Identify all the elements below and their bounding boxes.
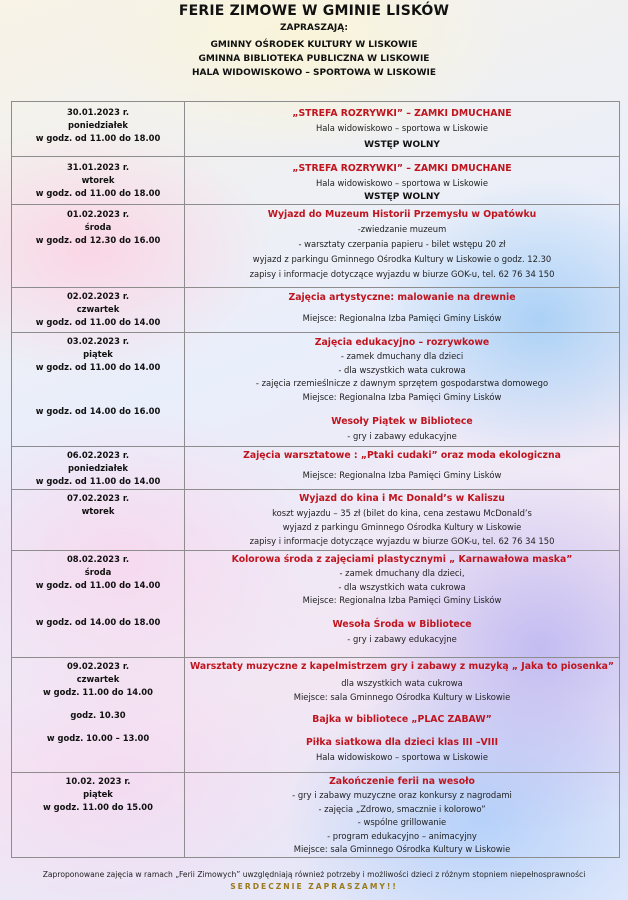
row-date: 08.02.2023 r.: [66, 554, 129, 564]
event-line: - gry i zabawy edukacyjne: [347, 431, 457, 441]
date-cell: [12, 288, 185, 333]
event-line: - dla wszystkich wata cukrowa: [338, 581, 466, 592]
info-cell: [185, 157, 620, 205]
date-cell: [12, 447, 185, 490]
schedule-table: [11, 101, 620, 858]
poster-footer: [0, 870, 628, 891]
schedule-row: [12, 551, 620, 658]
schedule-row: [12, 773, 620, 858]
event-title-second: Wesoła Środa w Bibliotece: [332, 618, 472, 630]
organizer-gok: GMINNY OŚRODEK KULTURY W LISKOWIE: [210, 40, 418, 50]
event-title: „STREFA ROZRYWKI” – ZAMKI DMUCHANE: [292, 108, 512, 119]
event-line: Hala widowiskowo – sportowa w Liskowie: [315, 752, 489, 762]
info-cell: [185, 288, 620, 333]
event-title: Zajęcia edukacyjno – rozrywkowe: [314, 337, 490, 348]
info-cell: [185, 551, 620, 658]
event-line: Miejsce: Regionalna Izba Pamięci Gminy Lisków: [302, 391, 502, 402]
info-cell: [185, 773, 620, 858]
date-cell: [12, 490, 185, 551]
row-date: 07.02.2023 r.: [66, 493, 129, 503]
row-time: w godz. od 11.00 do 14.00: [35, 580, 161, 590]
event-line: wyjazd z parkingu Gminnego Ośrodka Kultury w Liskowie: [282, 522, 522, 532]
event-place: Miejsce: Regionalna Izba Pamięci Gminy Lisków: [302, 313, 502, 323]
event-place: Miejsce: Regionalna Izba Pamięci Gminy Lisków: [302, 470, 502, 480]
organizer-hall: HALA WIDOWISKOWO – SPORTOWA W LISKOWIE: [192, 68, 436, 78]
event-title-second: Wesoły Piątek w Bibliotece: [331, 416, 473, 427]
row-time-second: w godz. od 14.00 do 16.00: [35, 406, 161, 416]
schedule-row: [12, 102, 620, 157]
info-cell: [185, 333, 620, 447]
date-cell: [12, 157, 185, 205]
row-time-second: w godz. od 14.00 do 18.00: [35, 617, 161, 627]
event-line: zapisy i informacje dotyczące wyjazdu w biurze GOK-u, tel. 62 76 34 150: [249, 536, 555, 546]
info-cell: [185, 658, 620, 773]
event-line: - gry i zabawy muzyczne oraz konkursy z nagrodami: [292, 790, 512, 800]
schedule-row: [12, 157, 620, 205]
event-place: Hala widowiskowo – sportowa w Liskowie: [315, 123, 489, 133]
schedule-row: [12, 205, 620, 288]
row-day: piątek: [83, 789, 113, 799]
event-title-third: Piłka siatkowa dla dzieci klas III –VIII: [305, 737, 499, 748]
date-cell: [12, 658, 185, 773]
event-line: Miejsce: sala Gminnego Ośrodka Kultury w Liskowie: [293, 844, 511, 854]
row-date: 30.01.2023 r.: [66, 107, 129, 117]
accessibility-note: Zaproponowane zajęcia w ramach „Ferii Zimowych” uwzględniają również potrzeby i możliwości dzieci z różnym stopniem niepełnosprawności: [42, 870, 586, 879]
row-date: 31.01.2023 r.: [66, 162, 129, 172]
row-time: w godz. od 11.00 do 14.00: [35, 476, 161, 486]
event-line: - zajęcia „Zdrowo, smacznie i kolorowo”: [318, 803, 486, 814]
row-date: 03.02.2023 r.: [66, 336, 129, 346]
date-cell: [12, 205, 185, 288]
date-cell: [12, 333, 185, 447]
date-cell: [12, 773, 185, 858]
row-time: w godz. od 12.30 do 16.00: [35, 235, 161, 245]
event-line: koszt wyjazdu – 35 zł (bilet do kina, cena zestawu McDonald’s: [272, 508, 532, 518]
event-title: Zajęcia warsztatowe : „Ptaki cudaki” oraz moda ekologiczna: [243, 450, 561, 461]
date-cell: [12, 551, 185, 658]
event-line: - zajęcia rzemieślnicze z dawnym sprzętem gospodarstwa domowego: [255, 378, 549, 388]
event-line: - zamek dmuchany dla dzieci,: [339, 568, 465, 578]
row-day: czwartek: [76, 304, 120, 314]
organizer-library: GMINNA BIBLIOTEKA PUBLICZNA W LISKOWIE: [198, 54, 430, 64]
event-title: Kolorowa środa z zajęciami plastycznymi „ Karnawałowa maska”: [231, 554, 573, 565]
event-note: WSTĘP WOLNY: [364, 192, 440, 202]
row-time: w godz. od 11.00 do 14.00: [35, 317, 161, 327]
event-title: „STREFA ROZRYWKI” – ZAMKI DMUCHANE: [292, 163, 512, 174]
event-place: Hala widowiskowo – sportowa w Liskowie: [315, 178, 489, 188]
event-line: Miejsce: Regionalna Izba Pamięci Gminy Lisków: [302, 595, 502, 605]
row-date: 06.02.2023 r.: [66, 450, 129, 460]
date-cell: [12, 102, 185, 157]
info-cell: [185, 205, 620, 288]
event-line: dla wszystkich wata cukrowa: [341, 678, 463, 688]
row-date: 02.02.2023 r.: [66, 291, 129, 301]
event-note: WSTĘP WOLNY: [364, 140, 440, 150]
row-time: w godz. od 11.00 do 18.00: [35, 133, 161, 143]
row-time-second: godz. 10.30: [70, 710, 126, 720]
event-line: - wspólne grillowanie: [357, 817, 447, 827]
event-title: Wyjazd do Muzeum Historii Przemysłu w Opatówku: [267, 209, 537, 220]
schedule-row: [12, 447, 620, 490]
row-day: czwartek: [76, 674, 120, 684]
row-date: 09.02.2023 r.: [66, 661, 129, 671]
schedule-row: [12, 658, 620, 773]
event-line: zapisy i informacje dotyczące wyjazdu w biurze GOK-u, tel. 62 76 34 150: [249, 269, 555, 279]
schedule-row: [12, 288, 620, 333]
event-title: Wyjazd do kina i Mc Donald’s w Kaliszu: [299, 493, 505, 504]
event-line: - gry i zabawy edukacyjne: [347, 633, 457, 644]
row-time-third: w godz. 10.00 – 13.00: [46, 733, 150, 743]
row-day: wtorek: [81, 506, 115, 516]
event-line: -zwiedzanie muzeum: [357, 224, 447, 234]
info-cell: [185, 102, 620, 157]
row-day: środa: [84, 567, 112, 577]
row-day: piątek: [83, 349, 113, 359]
row-time: w godz. od 11.00 do 18.00: [35, 188, 161, 198]
schedule-row: [12, 333, 620, 447]
row-date: 10.02. 2023 r.: [65, 776, 131, 786]
row-day: środa: [84, 222, 112, 232]
event-title: Zajęcia artystyczne: malowanie na drewnie: [288, 292, 516, 303]
info-cell: [185, 490, 620, 551]
row-date: 01.02.2023 r.: [66, 209, 129, 219]
info-cell: [185, 447, 620, 490]
poster-header: [0, 0, 628, 80]
row-day: poniedziałek: [67, 463, 128, 473]
schedule-row: [12, 490, 620, 551]
row-time: w godz. od 11.00 do 14.00: [35, 362, 161, 372]
poster-title: FERIE ZIMOWE W GMINIE LISKÓW: [178, 3, 450, 19]
invite-label: ZAPRASZAJĄ:: [279, 23, 349, 33]
closing-invitation: SERDECZNIE ZAPRASZAMY!!: [230, 882, 398, 891]
row-time: w godz. 11.00 do 15.00: [43, 802, 153, 812]
event-line: wyjazd z parkingu Gminnego Ośrodka Kultury w Liskowie o godz. 12.30: [252, 254, 552, 264]
row-day: poniedziałek: [67, 120, 128, 130]
event-title: Warsztaty muzyczne z kapelmistrzem gry i zabawy z muzyką „ Jaka to piosenka”: [189, 661, 615, 672]
event-line: - zamek dmuchany dla dzieci: [340, 351, 464, 361]
event-line: - program edukacyjno – animacyjny: [327, 830, 477, 841]
row-time: w godz. 11.00 do 14.00: [43, 687, 153, 697]
row-day: wtorek: [81, 175, 115, 185]
event-line: Miejsce: sala Gminnego Ośrodka Kultury w Liskowie: [293, 692, 511, 702]
event-line: - warsztaty czerpania papieru - bilet wstępu 20 zł: [298, 239, 506, 249]
event-title: Zakończenie ferii na wesoło: [329, 776, 475, 787]
event-line: - dla wszystkich wata cukrowa: [338, 364, 466, 375]
event-title-second: Bajka w bibliotece „PLAC ZABAW”: [312, 714, 492, 725]
